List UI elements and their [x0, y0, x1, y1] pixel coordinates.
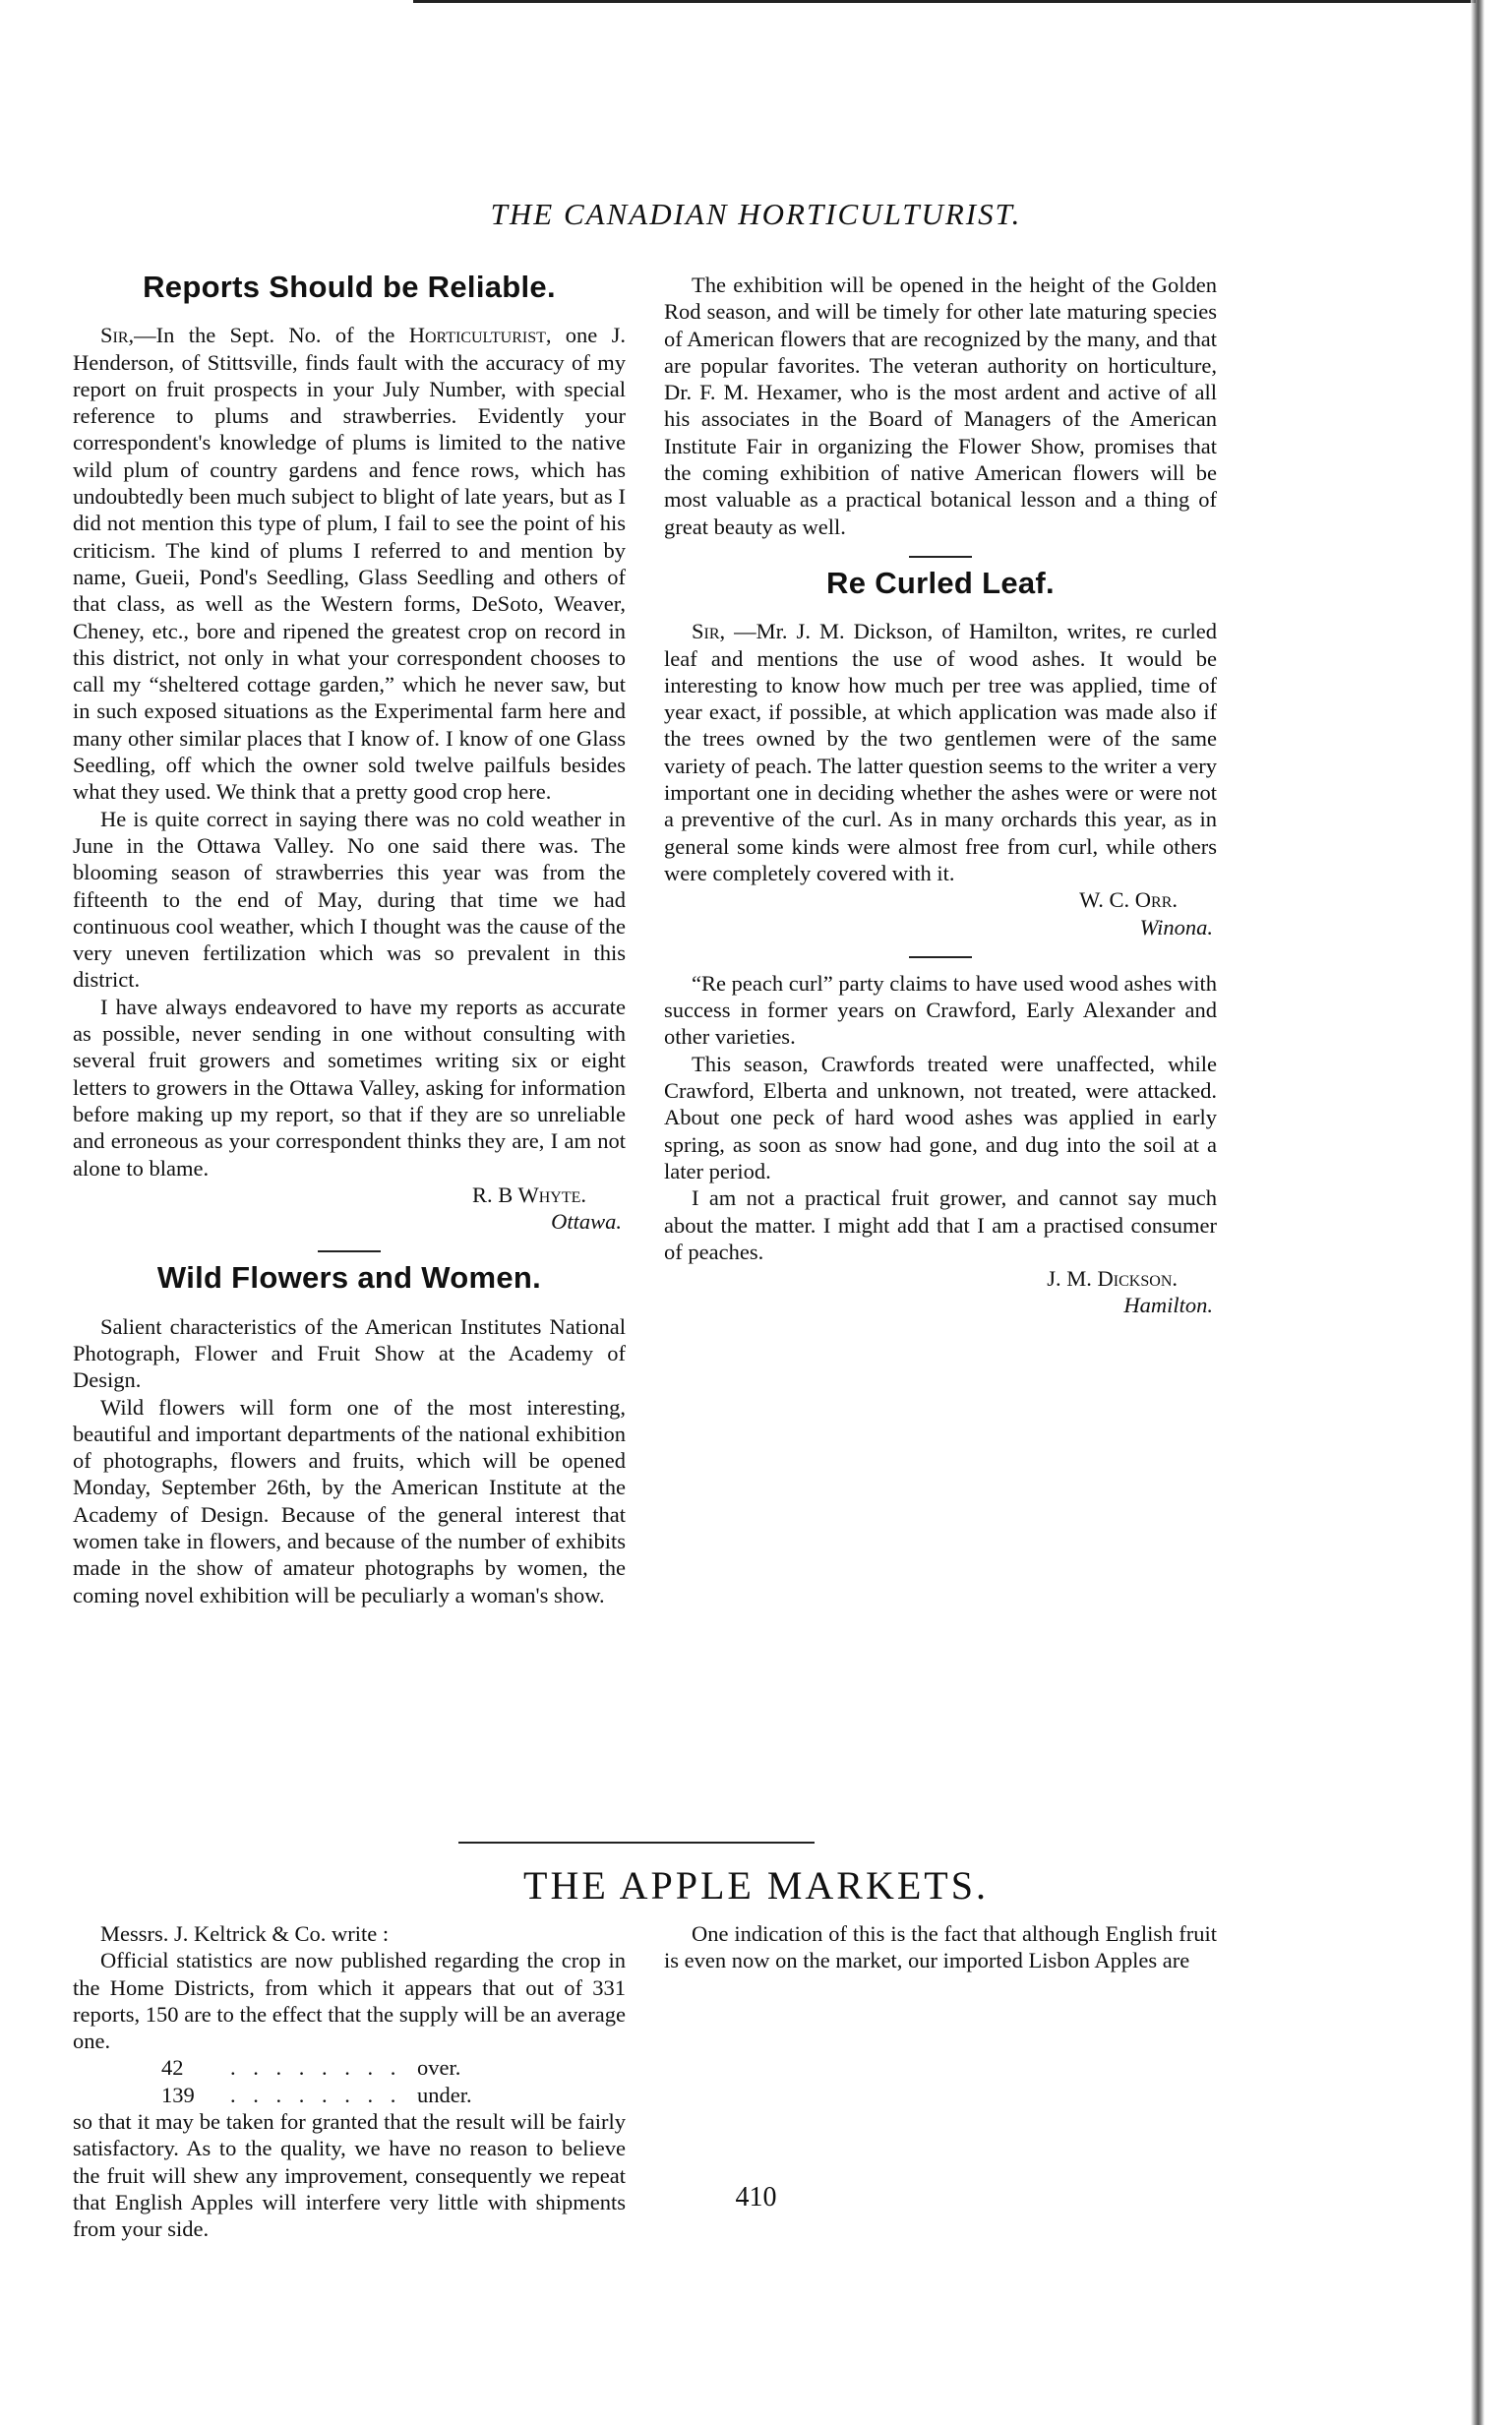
reports-p1-a: —In the Sept. No. of the: [134, 323, 409, 348]
stat-row: [73, 2054, 626, 2081]
markets-right-column: [664, 1920, 1217, 1974]
left-column: [73, 266, 626, 1608]
stat-label: over.: [417, 2055, 461, 2081]
curled-signature-1: W. C. Orr.: [1079, 887, 1178, 913]
reports-p1-b: , one J. Henderson, of Stittsville, finds fault with the accuracy of my report on fruit prospects in your July Number, with special reference to plums and strawberries. Evidently your correspondent's knowledge of plums is limited to the native wild plum of country gardens and fence rows, which has undoubtedly been much subject to blight of late years, but as I did not mention this type of plum, I fail to see the point of his criticism. The kind of plums I referred to and mention by name, Gueii, Pond's Seedling, Glass Seedling and others of that class, as well as the Western forms, DeSoto, Weaver, Cheney, etc., bore and ripened the greatest crop on record in this district, not only in what your correspondent chooses to call my “sheltered cottage garden,” which he never saw, but in such exposed situations as the Experimental farm here and many other similar places that I know of. I know of one Glass Seedling, off which the owner sold twelve pailfuls besides what they used. We think that a pretty good crop here.: [73, 323, 626, 805]
curled-signature-2: J. M. Dickson.: [1047, 1266, 1178, 1292]
reports-signature: R. B Whyte.: [471, 1182, 586, 1207]
binding-edge-shadow: [1471, 0, 1484, 2425]
salutation: Sir,: [100, 323, 135, 348]
markets-title: THE APPLE MARKETS.: [523, 1863, 989, 1908]
reports-title: Reports Should be Reliable.: [143, 270, 556, 304]
markets-divider: [458, 1842, 815, 1844]
wildflowers-title: Wild Flowers and Women.: [156, 1260, 542, 1296]
curled-paragraph-4: I am not a practical fruit grower, and cannot say much about the matter. I might add that I am a practised consumer of peaches.: [664, 1185, 1217, 1264]
reports-paragraph-2: He is quite correct in saying there was no cold weather in June in the Ottawa Valley. No one said there was. The blooming season of strawberries this year was from the fifteenth to the end of May, during that time we had continuous cool weather, which I thought was the cause of the very uneven fertilization which was so prevalent in this district.: [73, 806, 626, 993]
markets-paragraph-1: Official statistics are now published regarding the crop in the Home Districts, from which it appears that out of 331 reports, 150 are to the effect that the supply will be an average one.: [73, 1948, 626, 2054]
reports-paragraph-3: I have always endeavored to have my reports as accurate as possible, never sending in one without consulting with several fruit growers and sometimes writing six or eight letters to growers in the Ottawa Valley, asking for information before making up my report, so that if they are so unreliable and erroneous as your correspondent thinks they are, I am not alone to blame.: [73, 994, 626, 1181]
magazine-name: Horticulturist: [408, 323, 546, 348]
salutation: Sir,: [692, 619, 726, 644]
reports-paragraph-1: [73, 322, 626, 805]
stat-label: under.: [417, 2082, 472, 2107]
curled-paragraph-3: This season, Crawfords treated were unaffected, while Crawford, Elberta and unknown, not treated, were attacked. About one peck of hard wood ashes was applied in early spring, as soon as snow had gone, and dug into the soil at a later period.: [664, 1051, 1217, 1183]
stat-leader: . . . . . . . .: [230, 2082, 402, 2107]
stat-leader: . . . . . . . .: [230, 2055, 402, 2081]
curled-title: Re Curled Leaf.: [826, 565, 1055, 600]
markets-paragraph-2-start: so that it may be taken for granted that the result will be fairly satisfactory. As to the quality, we have no reason to believe the fruit will shew any improvement, consequently we repeat that English Apples will interfere very little with shipments from your side.: [73, 2109, 626, 2242]
section-divider: [318, 1250, 381, 1252]
curled-place-1: Winona.: [1139, 914, 1213, 940]
curled-paragraph-2: “Re peach curl” party claims to have used wood ashes with success in former years on Crawford, Early Alexander and other varieties.: [664, 970, 1217, 1050]
markets-paragraph-3: One indication of this is the fact that although English fruit is even now on the market, our imported Lisbon Apples are: [664, 1921, 1217, 1973]
section-divider: [909, 956, 972, 958]
section-divider: [909, 556, 972, 558]
top-border-rule: [413, 0, 1476, 3]
wildflowers-paragraph-1: Salient characteristics of the American Institutes National Photograph, Flower and Fruit Show at the Academy of Design.: [73, 1313, 626, 1393]
wildflowers-paragraph-2: Wild flowers will form one of the most interesting, beautiful and important departments of the national exhibition of photographs, flowers and fruits, which will be opened Monday, September 26th, by the American Institute at the Academy of Design. Because of the general interest that women take in flowers, and because of the number of exhibits made in the show of amateur photographs by women, the coming novel exhibition will be peculiarly a woman's show.: [73, 1394, 626, 1607]
page-number: 410: [735, 2182, 777, 2213]
stat-count: 139: [161, 2082, 195, 2107]
curled-p1-text: —Mr. J. M. Dickson, of Hamilton, writes, re curled leaf and mentions the use of wood ashes. It would be interesting to know how much per tree was applied, time of year exact, if possible, at which application was made also if the trees owned by the two gentlemen were of the same variety of peach. The latter question seems to the writer a very important one in deciding whether the ashes were or were not a preventive of the curl. As in many orchards this year, as in general some kinds were almost free from curl, while others were completely covered with it.: [664, 619, 1217, 885]
curled-paragraph-1: [664, 618, 1217, 886]
reports-place: Ottawa.: [551, 1209, 622, 1235]
stat-count: 42: [161, 2055, 184, 2081]
wildflowers-paragraph-3: The exhibition will be opened in the height of the Golden Rod season, and will be timely for other late maturing species of American flowers that are recognized by the many, and that are popular favorites. The veteran authority on horticulture, Dr. F. M. Hexamer, who is the most ardent and active of all his associates in the Board of Managers of the American Institute Fair in organizing the Flower Show, promises that the coming exhibition of native American flowers will be most valuable as a practical botanical lesson and a thing of great beauty as well.: [664, 273, 1217, 539]
running-head: THE CANADIAN HORTICULTURIST.: [490, 197, 1022, 231]
right-column: [664, 272, 1217, 1319]
markets-intro: Messrs. J. Keltrick & Co. write :: [100, 1921, 390, 1946]
stat-row: [73, 2082, 626, 2108]
curled-place-2: Hamilton.: [1123, 1293, 1213, 1318]
